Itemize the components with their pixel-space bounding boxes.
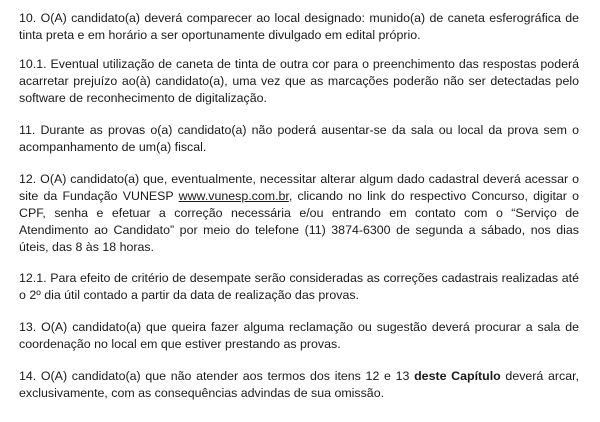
paragraph-14-text-end: deverá arcar, exclusivamente, com as consequências advindas de sua omissão. bbox=[19, 369, 579, 400]
document-body bbox=[19, 10, 579, 415]
paragraph-14-text-start: 14. O(A) candidato(a) que não atender aos termos dos itens 12 e 13 bbox=[19, 369, 415, 383]
paragraph-12 bbox=[19, 171, 579, 256]
paragraph-14 bbox=[19, 368, 579, 402]
paragraph-12-1: 12.1. Para efeito de critério de desempate serão consideradas as correções cadastrais realizadas até o 2º dia útil contado a partir da data de realização das provas. bbox=[19, 271, 579, 302]
vunesp-site-link[interactable]: www.vunesp.com.br bbox=[178, 189, 289, 203]
paragraph-12-text-start: 12. O(A) candidato(a) que, eventualmente, necessitar alterar algum dado cadastral deverá acessar o site da Fundação VUNESP bbox=[19, 172, 579, 203]
paragraph-10-1: 10.1. Eventual utilização de caneta de tinta de outra cor para o preenchimento das respostas poderá acarretar prejuízo ao(à) candidato(a), uma vez que as marcações poderão não ser detectadas pelo software de reconhecimento de digitalização. bbox=[19, 57, 579, 105]
paragraph-10: 10. O(A) candidato(a) deverá comparecer ao local designado: munido(a) de caneta esferográfica de tinta preta e em horário a ser oportunamente divulgado em edital próprio. bbox=[19, 11, 579, 42]
chapter-reference-bold: deste Capítulo bbox=[414, 369, 501, 383]
paragraph-11: 11. Durante as provas o(a) candidato(a) não poderá ausentar-se da sala ou local da prova sem o acompanhamento de um(a) fiscal. bbox=[19, 123, 579, 154]
paragraph-12-text-end: , clicando no link do respectivo Concurso, digitar o CPF, senha e efetuar a correção necessária e/ou entrando em contato com o “Serviço de Atendimento ao Candidato” por meio do telefone (11) 3874-6300 de segunda a sábado, nos dias úteis, das 8 às 18 horas. bbox=[19, 189, 579, 254]
paragraph-13: 13. O(A) candidato(a) que queira fazer alguma reclamação ou sugestão deverá procurar a sala de coordenação no local em que estiver prestando as provas. bbox=[19, 320, 579, 351]
